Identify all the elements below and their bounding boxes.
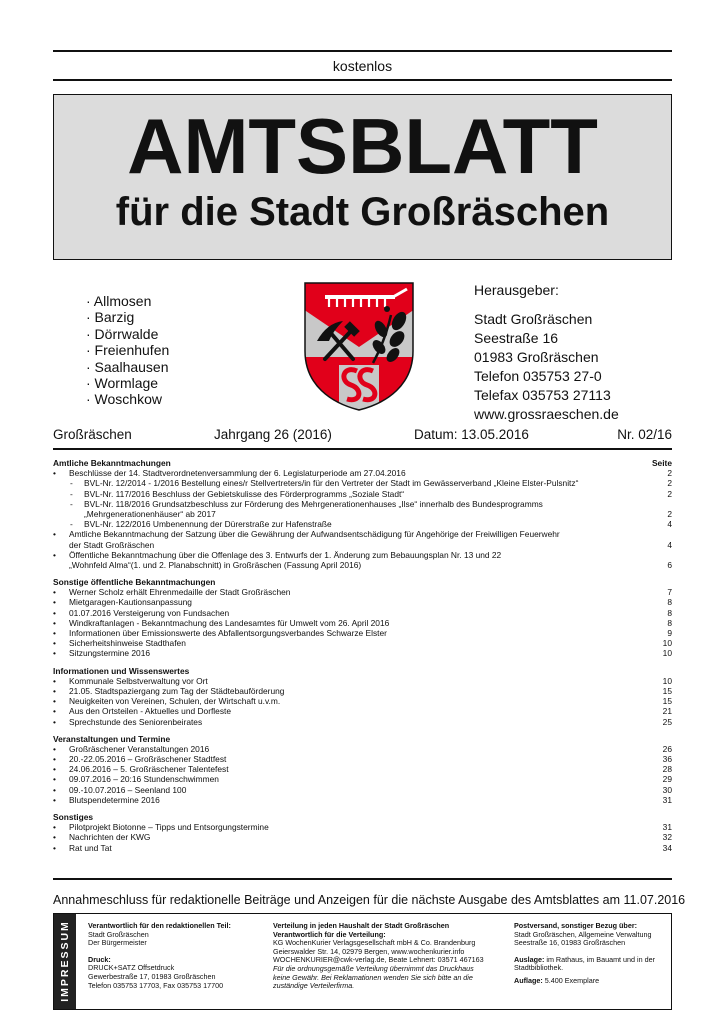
toc-page-number: 2 (667, 508, 672, 519)
toc-page-number: 29 (662, 774, 672, 785)
dash-icon: - (70, 519, 73, 530)
bullet-icon: • (53, 822, 56, 833)
toc-entry-text (69, 706, 648, 716)
coat-of-arms-icon (303, 281, 415, 412)
toc-page-number: 36 (662, 754, 672, 765)
toc-entry[interactable] (53, 499, 672, 519)
toc-entry-text (69, 686, 648, 696)
bullet-icon: • (53, 587, 56, 598)
issue-info-bar (53, 427, 672, 445)
bullet-icon: • (53, 842, 56, 853)
bullet-icon: • (53, 648, 56, 659)
toc-entry-line: Sitzungstermine 2016 (69, 648, 151, 659)
publisher-website[interactable]: www.grossraeschen.de (474, 406, 619, 422)
toc-entry[interactable] (53, 608, 672, 618)
toc-spacer (53, 727, 672, 734)
publisher-heading: Herausgeber: (474, 282, 559, 298)
impressum-line: Telefon 035753 17703, Fax 035753 17700 (88, 980, 224, 990)
toc-page-number: 26 (662, 743, 672, 754)
impressum-line: Geierswalder Str. 14, 02979 Bergen, www.wochenkurier.info (273, 946, 465, 956)
impressum-heading: Verteilung in jeden Haushalt der Stadt Großräschen (273, 921, 450, 930)
toc-entry-text (69, 843, 648, 853)
display-label: Auslage: (514, 954, 545, 964)
impressum-line: Der Bürgermeister (88, 938, 147, 948)
toc-entry-text (69, 628, 648, 638)
display-text: im Rathaus, im Bauamt und in der (544, 954, 656, 964)
bullet-icon: • (53, 675, 56, 686)
impressum-circulation-line (514, 977, 669, 986)
toc-entry-text (69, 822, 648, 832)
toc-page-number: 31 (662, 822, 672, 833)
district-item: · Wormlage (86, 375, 159, 392)
toc-page-number: 8 (667, 617, 672, 628)
bullet-icon: • (53, 529, 56, 540)
impressum-heading: Verantwortlich für den redaktionellen Teil: (88, 921, 231, 930)
toc-section-label: Veranstaltungen und Termine (53, 733, 171, 744)
toc-entry[interactable] (53, 696, 672, 706)
bullet-icon: • (53, 706, 56, 717)
bullet-icon: • (53, 685, 56, 696)
toc-entry[interactable] (53, 774, 672, 784)
impressum-editorial (88, 922, 264, 990)
toc-entry[interactable] (53, 489, 672, 499)
toc-entry-text (69, 468, 648, 478)
toc-entry-text (69, 648, 648, 658)
publisher-line: Telefax 035753 27113 (474, 387, 611, 403)
toc-entry-text (69, 676, 648, 686)
publisher-line: Seestraße 16 (474, 330, 559, 346)
bullet-icon: • (53, 638, 56, 649)
toc-entry-line: Aus den Ortsteilen - Aktuelles und Dorfleste (69, 706, 231, 717)
impressum-note: keine Gewähr. Bei Reklamationen wenden Sie sich bitte an die (273, 972, 473, 982)
toc-entry-text (69, 795, 648, 805)
impressum-heading: Postversand, sonstiger Bezug über: (514, 921, 638, 930)
free-label: kostenlos (332, 58, 393, 74)
bullet-icon: • (53, 696, 56, 707)
toc-page-number: 8 (667, 597, 672, 608)
impressum-label: IMPRESSUM (59, 920, 71, 1002)
toc-entry-line: BVL-Nr. 117/2016 Beschluss der Gebietskulisse des Förderprogramms „Soziale Stadt“ (84, 488, 405, 499)
toc-page-number: 2 (667, 488, 672, 499)
toc-page-number: 25 (662, 716, 672, 727)
bullet-icon: • (53, 617, 56, 628)
toc-entry-text (69, 529, 648, 549)
toc-section-title (53, 577, 672, 587)
district-item: · Woschkow (86, 391, 162, 408)
toc-page-number: 10 (662, 638, 672, 649)
district-item: · Dörrwalde (86, 325, 159, 342)
toc-entry[interactable] (53, 795, 672, 805)
bullet-icon: • (53, 549, 56, 560)
impressum-line: WOCHENKURIER@cwk-verlag.de, Beate Lehnert: 03571 467163 (273, 955, 484, 965)
impressum-line: Seestraße 16, 01983 Großräschen (514, 938, 626, 948)
toc-entry-text (69, 774, 648, 784)
impressum-line: KG WochenKurier Verlagsgesellschaft mbH & Co. Brandenburg (273, 938, 476, 948)
toc-entry-line: Windkraftanlagen - Bekanntmachung des Landesamtes für Umwelt vom 26. April 2016 (69, 617, 390, 628)
toc-entry-line: Amtliche Bekanntmachung der Satzung über die Gewährung der Aufwandsentschädigung für Angehörige der Freiwilligen Feuerwehr (69, 529, 560, 540)
toc-entry[interactable] (53, 754, 672, 764)
bullet-icon: • (53, 832, 56, 843)
bullet-icon: • (53, 607, 56, 618)
toc-entry[interactable] (53, 764, 672, 774)
toc-page-number: 10 (662, 648, 672, 659)
toc-entry[interactable] (53, 785, 672, 795)
toc-page-number: 32 (662, 832, 672, 843)
toc-entry-line: Sprechstunde des Seniorenbeirates (69, 716, 203, 727)
toc-entry-line: 09.07.2016 – 20:16 Stundenschwimmen (69, 774, 219, 785)
impressum-line: Stadtbibliothek. (514, 963, 564, 973)
toc-entry-text (69, 744, 648, 754)
district-item: · Saalhausen (86, 358, 169, 375)
toc-entry[interactable] (53, 519, 672, 529)
toc-entry[interactable] (53, 686, 672, 696)
publisher-line: Telefon 035753 27-0 (474, 368, 602, 384)
district-item: · Allmosen (86, 293, 152, 309)
toc-entry-line: BVL-Nr. 118/2016 Grundsatzbeschluss zur Förderung des Mehrgenerationenhauses „Ilse“ innerhalb des Bundesprogramms (84, 498, 543, 509)
toc-entry-line: „Wohnfeld Alma“(1. und 2. Planabschnitt) in Großräschen (Fassung April 2016) (69, 559, 362, 570)
circulation-label: Auflage: (514, 975, 543, 985)
publisher-block (474, 281, 619, 424)
impressum-line: Gewerbestraße 17, 01983 Großräschen (88, 971, 216, 981)
toc-page-number: 34 (662, 842, 672, 853)
issue-date: Datum: 13.05.2016 (414, 427, 529, 442)
masthead-title: AMTSBLATT (127, 102, 598, 190)
toc-entry-text (69, 696, 648, 706)
masthead-subtitle: für die Stadt Großräschen (115, 190, 610, 234)
table-of-contents (53, 458, 672, 853)
toc-spacer (53, 570, 672, 577)
toc-entry-line: 20.-22.05.2016 – Großräschener Stadtfest (69, 754, 227, 765)
toc-entry-text (69, 764, 648, 774)
impressum-box (53, 913, 672, 1010)
bullet-icon: • (53, 784, 56, 795)
toc-entry-line: Rat und Tat (69, 842, 112, 853)
impressum-distribution (273, 922, 503, 991)
toc-entry[interactable] (53, 832, 672, 842)
impressum-heading: Verantwortlich für die Verteilung: (273, 929, 386, 939)
impressum-note: zuständige Verteilerfirma. (273, 981, 355, 991)
toc-entry-line: Beschlüsse der 14. Stadtverordnetenversammlung der 6. Legislaturperiode am 27.04.2016 (69, 468, 406, 479)
toc-spacer (53, 659, 672, 666)
masthead-box (53, 94, 672, 260)
toc-entry[interactable] (53, 717, 672, 727)
toc-section-label: Sonstige öffentliche Bekanntmachungen (53, 577, 216, 588)
toc-page-number: 15 (662, 685, 672, 696)
toc-entry-line: 09.-10.07.2016 – Seenland 100 (69, 784, 187, 795)
toc-entry[interactable] (53, 706, 672, 716)
bullet-icon: • (53, 468, 56, 479)
circulation-text: 5.400 Exemplare (542, 975, 600, 985)
toc-entry[interactable] (53, 468, 672, 478)
toc-entry[interactable] (53, 744, 672, 754)
impressum-heading: Druck: (88, 954, 111, 964)
bullet-icon: • (53, 794, 56, 805)
toc-page-number: 8 (667, 607, 672, 618)
toc-entry[interactable] (53, 478, 672, 488)
toc-section-title (53, 458, 672, 468)
toc-page-number: 9 (667, 628, 672, 639)
impressum-label-bar (54, 914, 76, 1009)
toc-page-number: 7 (667, 587, 672, 598)
toc-entry[interactable] (53, 822, 672, 832)
toc-entry-text (69, 587, 648, 597)
toc-entry-text (69, 608, 648, 618)
toc-entry[interactable] (53, 628, 672, 638)
toc-entry-text (69, 754, 648, 764)
issue-volume: Jahrgang 26 (2016) (214, 427, 332, 442)
impressum-line: DRUCK+SATZ Offsetdruck (88, 963, 175, 973)
dash-icon: - (70, 498, 73, 509)
toc-page-header: Seite (651, 457, 672, 468)
publisher-line: 01983 Großräschen (474, 349, 599, 365)
toc-section-title (53, 666, 672, 676)
impressum-line: Stadt Großräschen (88, 929, 149, 939)
toc-entry-line: 24.06.2016 – 5. Großräschener Talentefest (69, 764, 229, 775)
toc-page-number: 28 (662, 764, 672, 775)
toc-entry-line: Nachrichten der KWG (69, 832, 151, 843)
toc-entry[interactable] (53, 676, 672, 686)
toc-entry-line: 21.05. Stadtspaziergang zum Tag der Städtebauförderung (69, 685, 285, 696)
district-item: · Barzig (86, 309, 135, 326)
toc-entry[interactable] (53, 587, 672, 597)
toc-entry-line: Großräschener Veranstaltungen 2016 (69, 743, 210, 754)
toc-entry-text (69, 638, 648, 648)
toc-entry-line: Sicherheitshinweise Stadthafen (69, 638, 186, 649)
issue-town: Großräschen (53, 427, 132, 442)
toc-page-number: 2 (667, 478, 672, 489)
bullet-icon: • (53, 628, 56, 639)
bullet-icon: • (53, 597, 56, 608)
district-item: · Freienhufen (86, 342, 170, 359)
toc-entry-text (69, 785, 648, 795)
dash-icon: - (70, 488, 73, 499)
toc-page-number: 21 (662, 706, 672, 717)
top-rule-2 (53, 79, 672, 81)
toc-entry-line: der Stadt Großräschen (69, 539, 155, 550)
toc-entry-line: Mietgaragen-Kautionsanpassung (69, 597, 192, 608)
toc-spacer (53, 805, 672, 812)
issue-number: Nr. 02/16 (617, 427, 672, 442)
toc-entry[interactable] (53, 529, 672, 549)
toc-page-number: 15 (662, 696, 672, 707)
toc-entry-line: Kommunale Selbstverwaltung vor Ort (69, 675, 208, 686)
toc-entry-text (69, 597, 648, 607)
bullet-icon: • (53, 743, 56, 754)
toc-section-label: Amtliche Bekanntmachungen (53, 458, 171, 468)
impressum-mailing (514, 922, 669, 986)
info-rule (53, 448, 672, 450)
toc-entry-line: 01.07.2016 Versteigerung von Fundsachen (69, 607, 230, 618)
toc-entry-text (69, 832, 648, 842)
toc-page-number: 4 (667, 519, 672, 530)
toc-page-number: 2 (667, 468, 672, 479)
toc-entry[interactable] (53, 597, 672, 607)
impressum-line: Stadt Großräschen, Allgemeine Verwaltung (514, 929, 652, 939)
toc-entry-line: Pilotprojekt Biotonne – Tipps und Entsorgungstermine (69, 822, 269, 833)
toc-page-number: 30 (662, 784, 672, 795)
dash-icon: - (70, 478, 73, 489)
toc-bottom-rule (53, 878, 672, 880)
bullet-icon: • (53, 754, 56, 765)
bullet-icon: • (53, 764, 56, 775)
toc-entry-text (84, 489, 648, 499)
toc-entry-text (84, 478, 648, 488)
toc-page-number: 31 (662, 794, 672, 805)
toc-entry-line: Öffentliche Bekanntmachung über die Offenlage des 3. Entwurfs der 1. Änderung zum Bebauungsplan Nr. 13 und 22 (69, 549, 502, 560)
top-rule (53, 50, 672, 52)
submission-deadline: Annahmeschluss für redaktionelle Beiträge und Anzeigen für die nächste Ausgabe des Amtsblattes am 11.07.2016 (53, 893, 686, 907)
toc-entry[interactable] (53, 843, 672, 853)
toc-entry-text (84, 519, 648, 529)
toc-entry-line: „Mehrgenerationenhäuser“ ab 2017 (84, 508, 216, 519)
toc-entry-line: BVL-Nr. 12/2014 - 1/2016 Bestellung eines/r Stellvertreters/in für den Vertreter der Stadt im Gewässerverband „Kleine Elster-Pulsnitz“ (84, 478, 579, 489)
toc-entry-line: Werner Scholz erhält Ehrenmedaille der Stadt Großräschen (69, 587, 291, 598)
publisher-line: Stadt Großräschen (474, 311, 593, 327)
toc-entry-text (84, 499, 648, 519)
bullet-icon: • (53, 774, 56, 785)
toc-entry-text (69, 717, 648, 727)
toc-entry-line: BVL-Nr. 122/2016 Umbenennung der Dürerstraße zur Hafenstraße (84, 519, 332, 530)
toc-entry-text (69, 550, 648, 570)
impressum-note: Für die ordnungsgemäße Verteilung übernimmt das Druckhaus (273, 963, 474, 973)
toc-entry[interactable] (53, 550, 672, 570)
toc-page-number: 4 (667, 539, 672, 550)
toc-page-number: 10 (662, 675, 672, 686)
toc-section-title (53, 734, 672, 744)
toc-entry-line: Informationen über Emissionswerte des Abfallentsorgungsverbandes Schwarze Elster (69, 628, 387, 639)
toc-page-number: 6 (667, 559, 672, 570)
toc-section-title (53, 812, 672, 822)
toc-section-label: Sonstiges (53, 812, 94, 823)
toc-entry[interactable] (53, 648, 672, 658)
toc-entry[interactable] (53, 638, 672, 648)
district-list (86, 293, 169, 408)
toc-section-label: Informationen und Wissenswertes (53, 665, 190, 676)
toc-entry-line: Neuigkeiten von Vereinen, Schulen, der Wirtschaft u.v.m. (69, 696, 281, 707)
toc-entry-line: Blutspendetermine 2016 (69, 794, 160, 805)
toc-entry-text (69, 618, 648, 628)
bullet-icon: • (53, 716, 56, 727)
toc-entry[interactable] (53, 618, 672, 628)
